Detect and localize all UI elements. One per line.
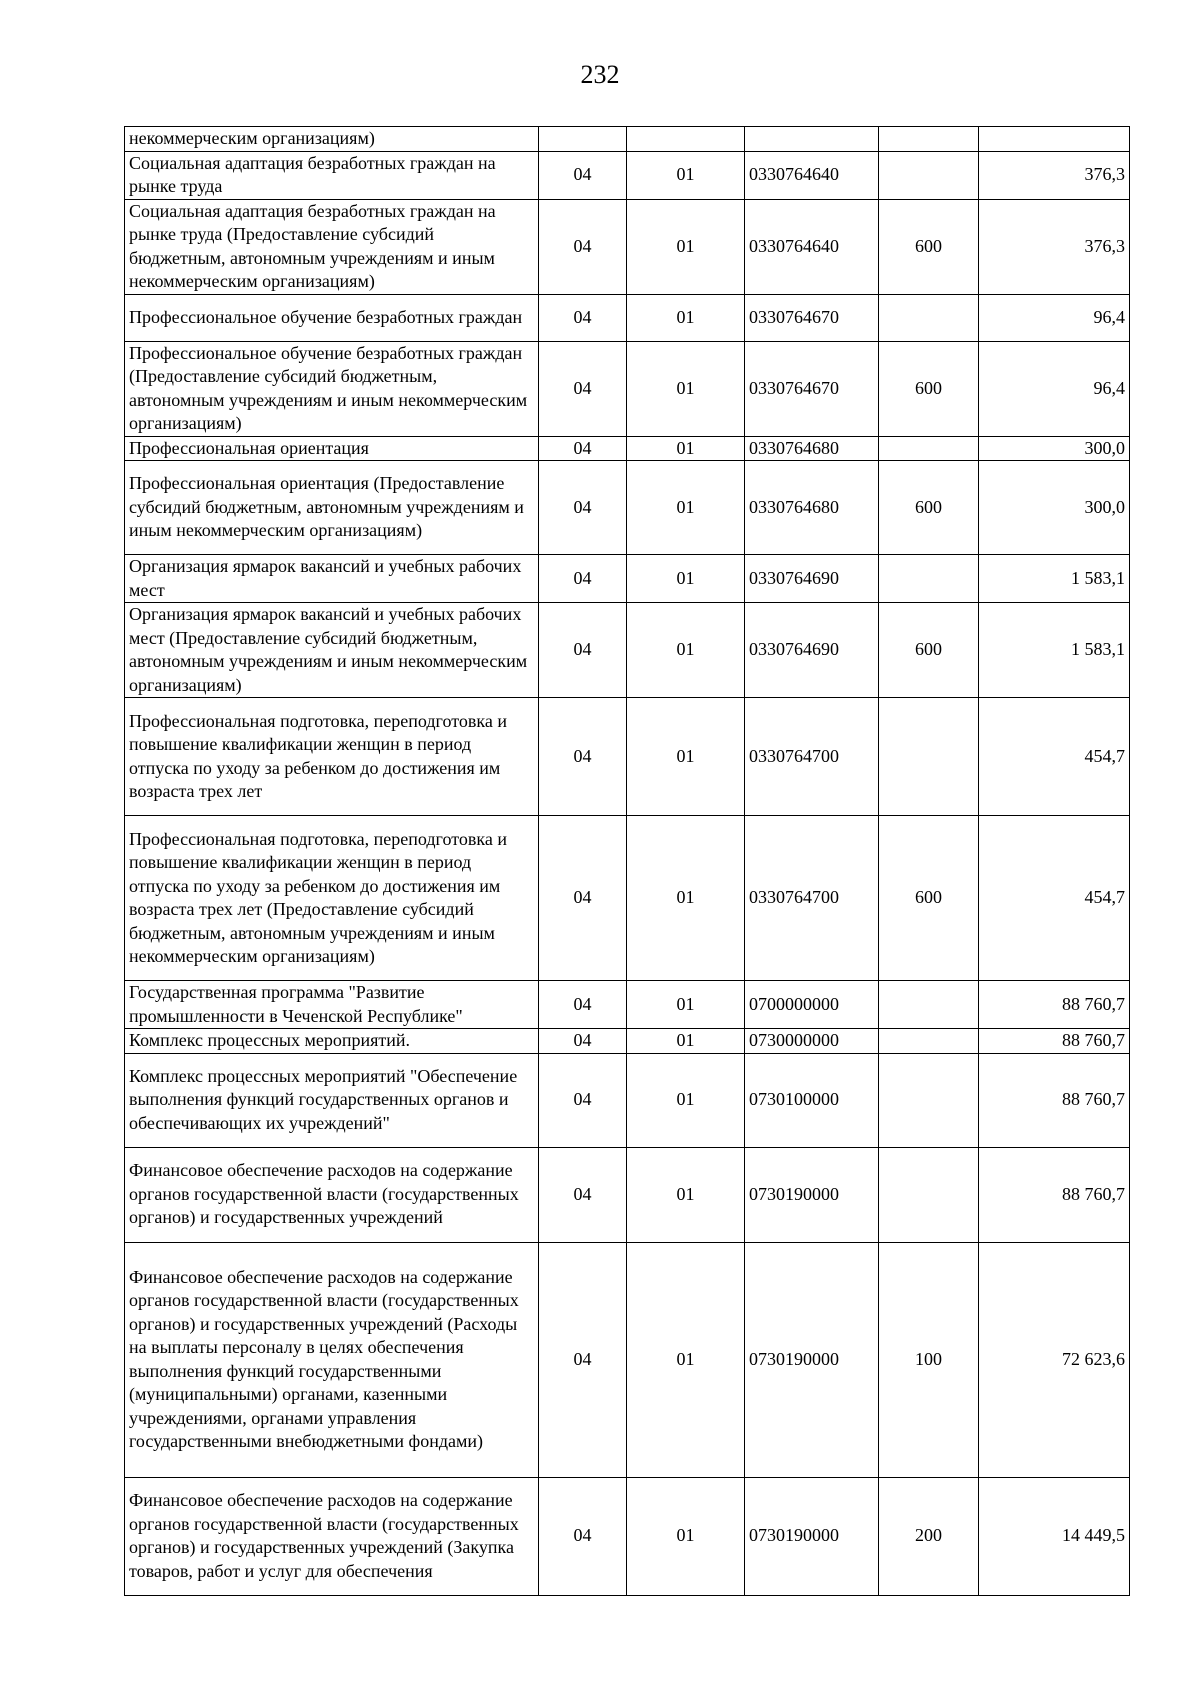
section-cell: 04 (539, 294, 627, 341)
target-article-cell (745, 127, 879, 152)
amount-cell: 376,3 (979, 151, 1130, 199)
expense-type-cell: 600 (879, 199, 979, 294)
row-name-cell: Комплекс процессных мероприятий. (125, 1029, 539, 1054)
amount-cell: 454,7 (979, 698, 1130, 816)
table-row (125, 341, 1130, 436)
table-row (125, 127, 1130, 152)
target-article-cell: 0330764670 (745, 341, 879, 436)
subsection-cell: 01 (627, 461, 745, 555)
subsection-cell: 01 (627, 199, 745, 294)
expense-type-cell: 600 (879, 603, 979, 698)
section-cell: 04 (539, 341, 627, 436)
subsection-cell (627, 127, 745, 152)
table-row (125, 1477, 1130, 1595)
expense-type-cell (879, 294, 979, 341)
expense-type-cell (879, 1053, 979, 1147)
subsection-cell: 01 (627, 698, 745, 816)
section-cell: 04 (539, 1242, 627, 1477)
expense-type-cell: 600 (879, 816, 979, 981)
subsection-cell: 01 (627, 1477, 745, 1595)
target-article-cell: 0330764680 (745, 461, 879, 555)
section-cell: 04 (539, 981, 627, 1029)
amount-cell: 96,4 (979, 341, 1130, 436)
section-cell: 04 (539, 1147, 627, 1242)
row-name-cell: Социальная адаптация безработных граждан на рынке труда (Предоставление субсидий бюджетным, автономным учреждениям и иным некоммерческим организациям) (125, 199, 539, 294)
amount-cell: 376,3 (979, 199, 1130, 294)
row-name-cell: Комплекс процессных мероприятий "Обеспечение выполнения функций государственных органов и обеспечивающих их учреждений" (125, 1053, 539, 1147)
target-article-cell: 0330764640 (745, 151, 879, 199)
target-article-cell: 0330764640 (745, 199, 879, 294)
budget-table (124, 126, 1130, 1596)
amount-cell: 14 449,5 (979, 1477, 1130, 1595)
table-row (125, 436, 1130, 461)
section-cell: 04 (539, 603, 627, 698)
subsection-cell: 01 (627, 1147, 745, 1242)
table-row (125, 1053, 1130, 1147)
subsection-cell: 01 (627, 436, 745, 461)
amount-cell: 454,7 (979, 816, 1130, 981)
table-row (125, 603, 1130, 698)
section-cell: 04 (539, 1053, 627, 1147)
subsection-cell: 01 (627, 1242, 745, 1477)
row-name-cell: Профессиональная ориентация (Предоставление субсидий бюджетным, автономным учреждениям и иным некоммерческим организациям) (125, 461, 539, 555)
section-cell: 04 (539, 1477, 627, 1595)
section-cell: 04 (539, 816, 627, 981)
row-name-cell: Финансовое обеспечение расходов на содержание органов государственной власти (государственных органов) и государственных учреждений (Закупка товаров, работ и услуг для обеспечения (125, 1477, 539, 1595)
row-name-cell: Государственная программа "Развитие промышленности в Чеченской Республике" (125, 981, 539, 1029)
target-article-cell: 0330764700 (745, 816, 879, 981)
section-cell: 04 (539, 555, 627, 603)
table-row (125, 461, 1130, 555)
expense-type-cell (879, 436, 979, 461)
subsection-cell: 01 (627, 555, 745, 603)
table-row (125, 1242, 1130, 1477)
row-name-cell: Финансовое обеспечение расходов на содержание органов государственной власти (государственных органов) и государственных учреждений (Расходы на выплаты персоналу в целях обеспечения выполнения функций государственными (муниципальными) органами, казенными учреждениями, органами управления государственными внебюджетными фондами) (125, 1242, 539, 1477)
subsection-cell: 01 (627, 294, 745, 341)
table-row (125, 981, 1130, 1029)
target-article-cell: 0330764700 (745, 698, 879, 816)
target-article-cell: 0330764680 (745, 436, 879, 461)
table-row (125, 1029, 1130, 1054)
target-article-cell: 0330764690 (745, 603, 879, 698)
table-row (125, 698, 1130, 816)
table-row (125, 555, 1130, 603)
amount-cell: 1 583,1 (979, 603, 1130, 698)
row-name-cell: Финансовое обеспечение расходов на содержание органов государственной власти (государственных органов) и государственных учреждений (125, 1147, 539, 1242)
expense-type-cell (879, 1147, 979, 1242)
target-article-cell: 0730000000 (745, 1029, 879, 1054)
amount-cell: 88 760,7 (979, 1029, 1130, 1054)
budget-table-body (125, 127, 1130, 1596)
subsection-cell: 01 (627, 981, 745, 1029)
amount-cell (979, 127, 1130, 152)
amount-cell: 88 760,7 (979, 1147, 1130, 1242)
table-row (125, 294, 1130, 341)
row-name-cell: Профессиональная ориентация (125, 436, 539, 461)
table-row (125, 1147, 1130, 1242)
row-name-cell: некоммерческим организациям) (125, 127, 539, 152)
row-name-cell: Профессиональное обучение безработных граждан (125, 294, 539, 341)
subsection-cell: 01 (627, 816, 745, 981)
amount-cell: 96,4 (979, 294, 1130, 341)
target-article-cell: 0730100000 (745, 1053, 879, 1147)
target-article-cell: 0330764690 (745, 555, 879, 603)
row-name-cell: Профессиональная подготовка, переподготовка и повышение квалификации женщин в период отпуска по уходу за ребенком до достижения им возраста трех лет (Предоставление субсидий бюджетным, автономным учреждениям и иным некоммерческим организациям) (125, 816, 539, 981)
subsection-cell: 01 (627, 603, 745, 698)
row-name-cell: Профессиональная подготовка, переподготовка и повышение квалификации женщин в период отпуска по уходу за ребенком до достижения им возраста трех лет (125, 698, 539, 816)
amount-cell: 1 583,1 (979, 555, 1130, 603)
amount-cell: 88 760,7 (979, 1053, 1130, 1147)
expense-type-cell (879, 981, 979, 1029)
subsection-cell: 01 (627, 1029, 745, 1054)
page-number: 232 (580, 60, 620, 89)
expense-type-cell: 600 (879, 461, 979, 555)
table-row (125, 816, 1130, 981)
expense-type-cell (879, 698, 979, 816)
amount-cell: 72 623,6 (979, 1242, 1130, 1477)
section-cell: 04 (539, 698, 627, 816)
section-cell: 04 (539, 151, 627, 199)
amount-cell: 300,0 (979, 461, 1130, 555)
row-name-cell: Организация ярмарок вакансий и учебных рабочих мест (Предоставление субсидий бюджетным, автономным учреждениям и иным некоммерческим организациям) (125, 603, 539, 698)
row-name-cell: Социальная адаптация безработных граждан на рынке труда (125, 151, 539, 199)
target-article-cell: 0730190000 (745, 1242, 879, 1477)
section-cell: 04 (539, 436, 627, 461)
section-cell (539, 127, 627, 152)
target-article-cell: 0730190000 (745, 1477, 879, 1595)
amount-cell: 300,0 (979, 436, 1130, 461)
row-name-cell: Профессиональное обучение безработных граждан (Предоставление субсидий бюджетным, автономным учреждениям и иным некоммерческим организациям) (125, 341, 539, 436)
target-article-cell: 0330764670 (745, 294, 879, 341)
table-row (125, 151, 1130, 199)
section-cell: 04 (539, 1029, 627, 1054)
expense-type-cell (879, 1029, 979, 1054)
amount-cell: 88 760,7 (979, 981, 1130, 1029)
expense-type-cell (879, 151, 979, 199)
subsection-cell: 01 (627, 1053, 745, 1147)
target-article-cell: 0730190000 (745, 1147, 879, 1242)
expense-type-cell: 100 (879, 1242, 979, 1477)
row-name-cell: Организация ярмарок вакансий и учебных рабочих мест (125, 555, 539, 603)
subsection-cell: 01 (627, 341, 745, 436)
subsection-cell: 01 (627, 151, 745, 199)
section-cell: 04 (539, 199, 627, 294)
section-cell: 04 (539, 461, 627, 555)
expense-type-cell (879, 555, 979, 603)
expense-type-cell: 600 (879, 341, 979, 436)
table-row (125, 199, 1130, 294)
expense-type-cell: 200 (879, 1477, 979, 1595)
target-article-cell: 0700000000 (745, 981, 879, 1029)
expense-type-cell (879, 127, 979, 152)
